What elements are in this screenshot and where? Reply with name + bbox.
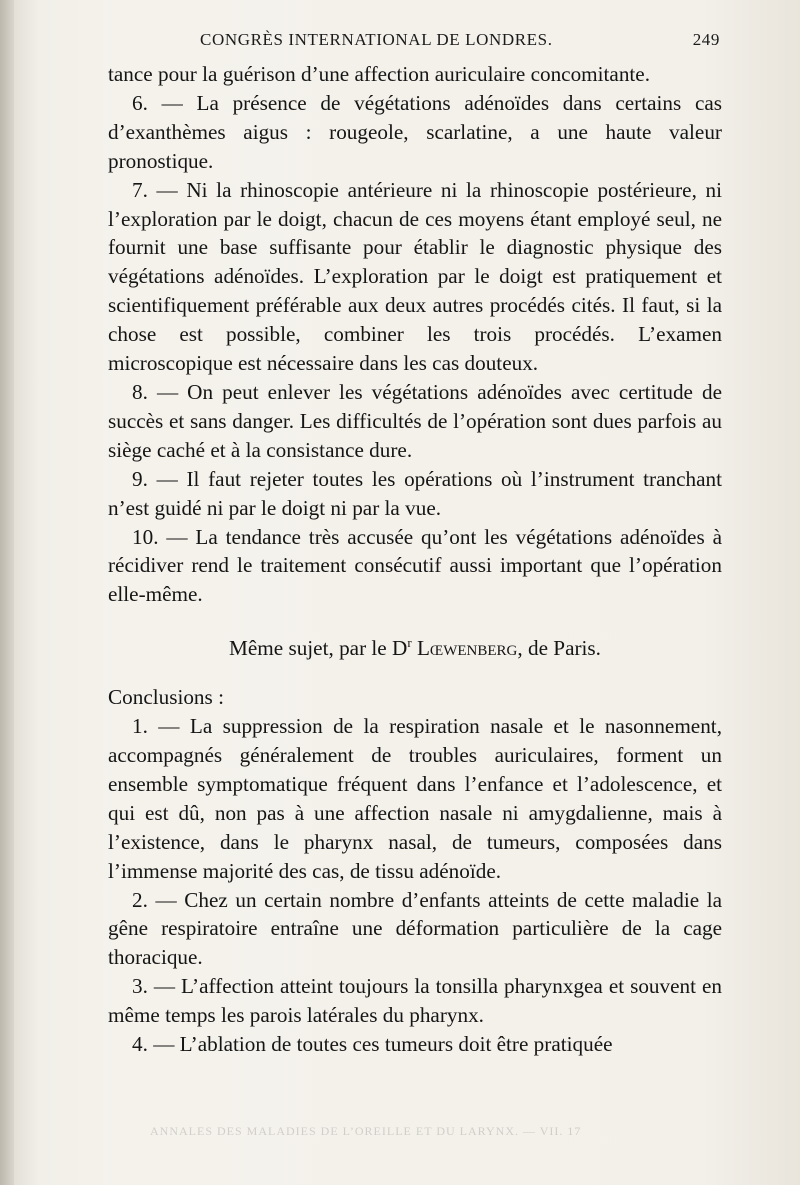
section-title-suffix: , de Paris. <box>517 636 601 661</box>
conclusion-2: 2. — Chez un certain nombre d’enfants atteints de cette maladie la gêne respiratoire entraîne une déformation particulière de la cage thoracique. <box>108 887 722 970</box>
section-title-prefix: Même sujet, par le D <box>229 636 408 661</box>
paragraph-9: 9. — Il faut rejeter toutes les opérations où l’instrument tranchant n’est guidé ni par le doigt ni par la vue. <box>108 466 722 520</box>
paragraph-6: 6. — La présence de végétations adénoïdes dans certains cas d’exanthèmes aigus : rougeole, scarlatine, a une haute valeur pronostique. <box>108 90 722 173</box>
paragraph-10: 10. — La tendance très accusée qu’ont les végétations adénoïdes à récidiver rend le traitement consécutif aussi important que l’opération elle-même. <box>108 524 722 607</box>
running-header <box>108 30 720 56</box>
conclusion-1: 1. — La suppression de la respiration nasale et le nasonnement, accompagnés généralement de troubles auriculaires, forment un ensemble symptomatique fréquent dans l’enfance et l’adolescence, et qui est dû, non pas à une affection nasale ni amygdalienne, mais à l’existence, dans le pharynx nasal, de tumeurs, composées dans l’immense majorité des cas, de tissu adénoïde. <box>108 714 722 883</box>
running-title: CONGRÈS INTERNATIONAL DE LONDRES. <box>200 30 553 49</box>
body-text <box>108 60 722 1059</box>
paragraph-continuation: tance pour la guérison d’une affection auriculaire concomitante. <box>108 62 651 86</box>
paragraph-7: 7. — Ni la rhinoscopie antérieure ni la rhinoscopie postérieure, ni l’exploration par le doigt, chacun de ces moyens étant employé seul, ne fournit une base suffisante pour établir le diagnostic physique des végétations adénoïdes. L’exploration par le doigt est pratiquement et scientifiquement préférable aux deux autres procédés cités. Il faut, si la chose est possible, combiner les trois procédés. L’examen microscopique est nécessaire dans les cas douteux. <box>108 177 722 376</box>
section-title <box>108 629 722 663</box>
conclusion-4: 4. — L’ablation de toutes ces tumeurs doit être pratiquée <box>132 1032 613 1057</box>
author-name: Lœwenberg <box>416 636 518 661</box>
page-number: 249 <box>692 30 720 49</box>
conclusion-3: 3. — L’affection atteint toujours la tonsilla pharynxgea et souvent en même temps les parois latérales du pharynx. <box>108 974 722 1028</box>
footer-bleed-through: ANNALES DES MALADIES DE L’OREILLE ET DU LARYNX. — VII. 17 <box>150 1124 582 1138</box>
conclusions-heading: Conclusions : <box>108 685 224 710</box>
book-spine-edge <box>0 0 14 1185</box>
paragraph-8: 8. — On peut enlever les végétations adénoïdes avec certitude de succès et sans danger. Les difficultés de l’opération sont dues parfois au siège caché et à la consistance dure. <box>108 379 722 462</box>
section-title-superscript: r <box>407 635 412 651</box>
